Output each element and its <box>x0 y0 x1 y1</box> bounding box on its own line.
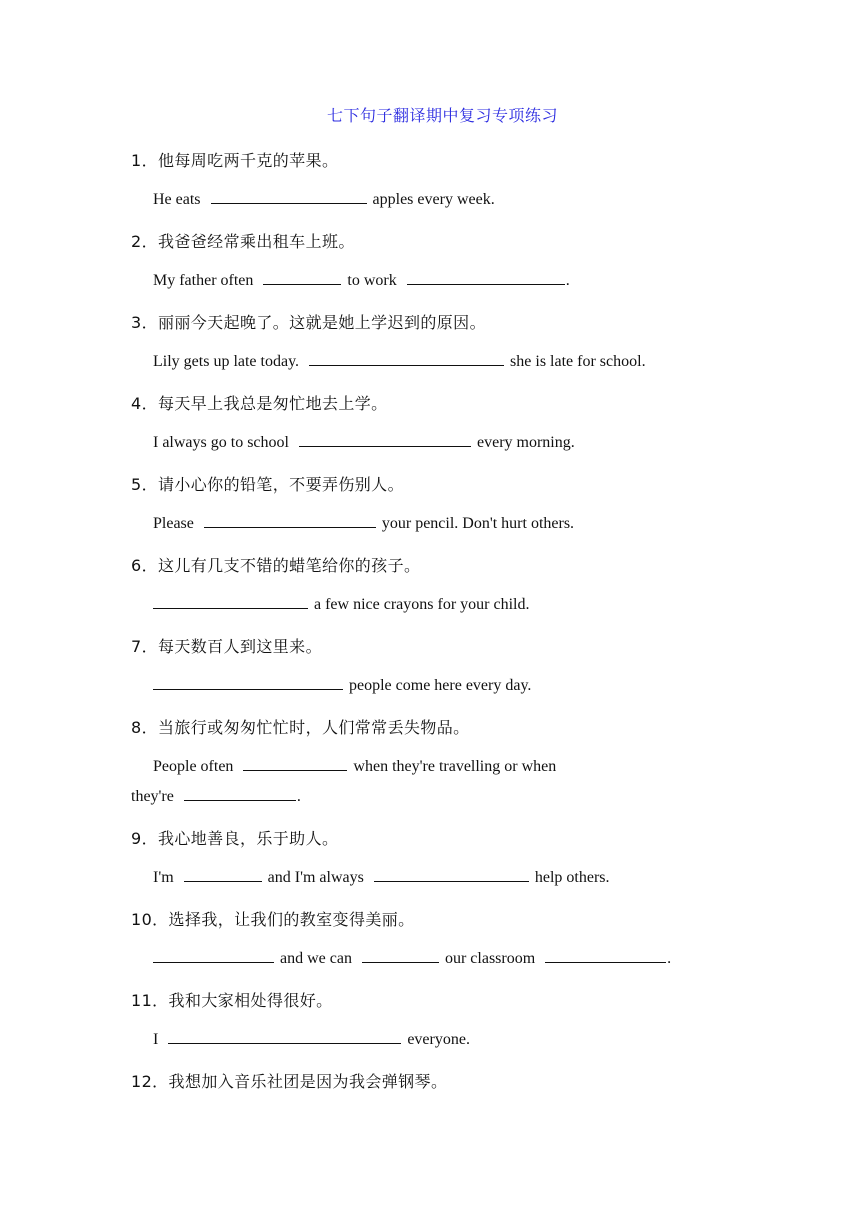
q10-text-2: our classroom <box>444 950 536 967</box>
q8-text-1: People often <box>153 758 234 775</box>
q11-text-2: everyone. <box>407 1031 470 1048</box>
q9-text-2: and I'm always <box>267 869 364 886</box>
question-2-chinese: 2．我爸爸经常乘出租车上班。 <box>131 232 355 251</box>
q6-blank-1[interactable] <box>153 595 308 609</box>
question-2-english <box>153 271 570 290</box>
question-10-chinese: 10．选择我，让我们的教室变得美丽。 <box>131 910 415 929</box>
question-4-chinese: 4．每天早上我总是匆忙地去上学。 <box>131 394 388 413</box>
question-11-english <box>153 1030 470 1049</box>
q7-text-1: people come here every day. <box>349 677 532 694</box>
q9-blank-2[interactable] <box>374 868 529 882</box>
q4-text-1: I always go to school <box>153 434 289 451</box>
question-1-chinese: 1．他每周吃两千克的苹果。 <box>131 151 339 170</box>
q8-text-3: they're <box>131 788 174 805</box>
question-3-chinese: 3．丽丽今天起晚了。这就是她上学迟到的原因。 <box>131 313 486 332</box>
question-8-english <box>153 757 556 776</box>
q4-blank-1[interactable] <box>299 433 471 447</box>
q1-text-2: apples every week. <box>372 191 495 208</box>
q8-blank-1[interactable] <box>243 757 347 771</box>
q2-blank-1[interactable] <box>263 271 341 285</box>
question-7-english <box>153 676 531 695</box>
q2-text-1: My father often <box>153 272 254 289</box>
q8-blank-2[interactable] <box>184 787 296 801</box>
q2-text-2: to work <box>347 272 397 289</box>
question-4-english <box>153 433 575 452</box>
q7-blank-1[interactable] <box>153 676 343 690</box>
q9-blank-1[interactable] <box>184 868 262 882</box>
question-9-english <box>153 868 610 887</box>
question-7-chinese: 7．每天数百人到这里来。 <box>131 637 322 656</box>
q10-text-3: . <box>667 950 672 967</box>
q5-text-1: Please <box>153 515 194 532</box>
page-title: 七下句子翻译期中复习专项练习 <box>326 106 558 125</box>
question-11-chinese: 11．我和大家相处得很好。 <box>131 991 333 1010</box>
q2-text-3: . <box>565 272 570 289</box>
q10-text-1: and we can <box>280 950 352 967</box>
q1-text-1: He eats <box>153 191 201 208</box>
question-6-english <box>153 595 529 614</box>
q9-text-1: I'm <box>153 869 174 886</box>
q5-blank-1[interactable] <box>204 514 376 528</box>
question-5-chinese: 5．请小心你的铅笔，不要弄伤别人。 <box>131 475 404 494</box>
question-1-english <box>153 190 495 209</box>
q2-blank-2[interactable] <box>407 271 565 285</box>
q8-text-4: . <box>296 788 301 805</box>
question-8-chinese: 8．当旅行或匆匆忙忙时，人们常常丢失物品。 <box>131 718 470 737</box>
q3-text-1: Lily gets up late today. <box>153 353 300 370</box>
q9-text-3: help others. <box>534 869 610 886</box>
q10-blank-3[interactable] <box>545 949 666 963</box>
q5-text-2: your pencil. Don't hurt others. <box>381 515 575 532</box>
q10-blank-2[interactable] <box>362 949 439 963</box>
q11-blank-1[interactable] <box>168 1030 401 1044</box>
q3-text-2: she is late for school. <box>510 353 646 370</box>
question-6-chinese: 6．这儿有几支不错的蜡笔给你的孩子。 <box>131 556 421 575</box>
question-3-english <box>153 352 646 371</box>
question-9-chinese: 9．我心地善良，乐于助人。 <box>131 829 339 848</box>
q6-text-1: a few nice crayons for your child. <box>314 596 530 613</box>
question-12-chinese: 12．我想加入音乐社团是因为我会弹钢琴。 <box>131 1072 448 1091</box>
question-10-english <box>153 949 671 968</box>
q8-text-2: when they're travelling or when <box>353 758 557 775</box>
q4-text-2: every morning. <box>476 434 575 451</box>
q11-text-1: I <box>153 1031 159 1048</box>
q3-blank-1[interactable] <box>309 352 504 366</box>
question-5-english <box>153 514 574 533</box>
q10-blank-1[interactable] <box>153 949 274 963</box>
question-8-english-line-2 <box>131 787 301 806</box>
q1-blank-1[interactable] <box>211 190 367 204</box>
